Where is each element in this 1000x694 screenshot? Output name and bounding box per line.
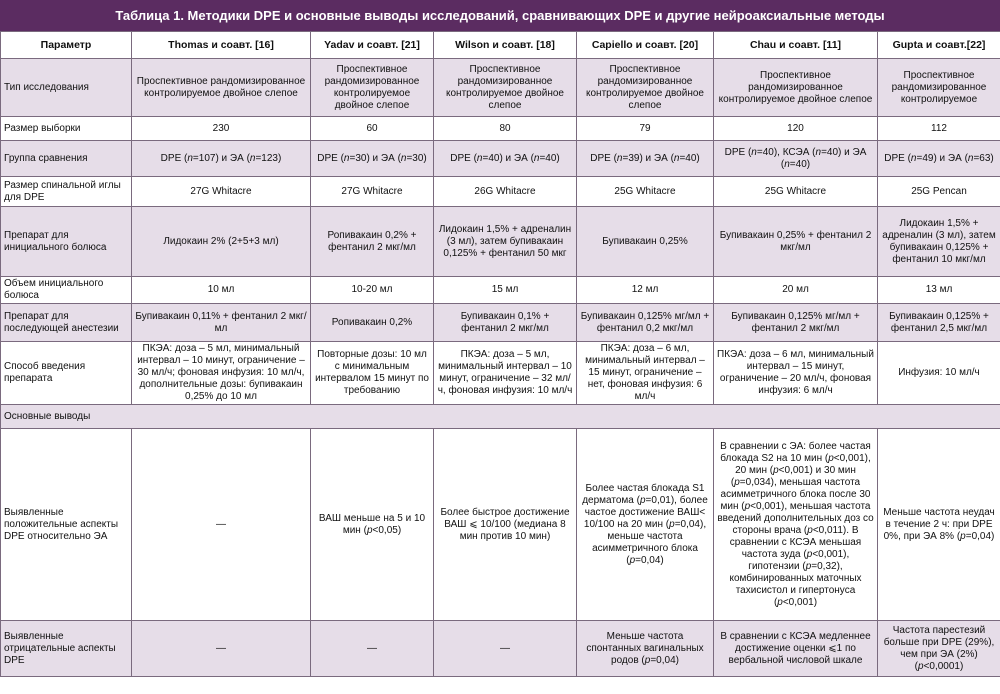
table-cell: Более частая блокада S1 дерматома (p=0,01), более частое достижение ВАШ< 10/100 на 20 мин (p=0,04), меньше частота асимметричного блока (p=0,04) — [577, 429, 714, 621]
row-parameter-label: Группа сравнения — [1, 141, 132, 177]
table-cell: ПКЭА: доза – 5 мл, минимальный интервал – 10 минут, ограничение – 32 мл/ч, фоновая инфузия: 10 мл/ч — [434, 342, 577, 405]
table-cell: ВАШ меньше на 5 и 10 мин (p<0,05) — [311, 429, 434, 621]
table-cell: Бупивакаин 0,125% + фентанил 2,5 мкг/мл — [878, 304, 1000, 342]
table-cell: Бупивакаин 0,25% + фентанил 2 мкг/мл — [714, 207, 878, 277]
table-cell: Бупивакаин 0,1% + фентанил 2 мкг/мл — [434, 304, 577, 342]
table-cell: 20 мл — [714, 277, 878, 304]
table-row — [1, 342, 1000, 405]
section-row — [1, 405, 1000, 429]
table-cell: 10-20 мл — [311, 277, 434, 304]
header-row — [1, 32, 1000, 59]
table-cell: 15 мл — [434, 277, 577, 304]
table-cell: ПКЭА: доза – 6 мл, минимальный интервал – 15 минут, ограничение – 20 мл/ч, фоновая инфузия: 6 мл/ч — [714, 342, 878, 405]
table-cell: Меньше частота спонтанных вагинальных родов (p=0,04) — [577, 621, 714, 677]
table-cell: 80 — [434, 117, 577, 141]
table-cell: — — [311, 621, 434, 677]
row-parameter-label: Выявленные положительные аспекты DPE относительно ЭА — [1, 429, 132, 621]
table-cell: 25G Whitacre — [714, 177, 878, 207]
table-cell: Более быстрое достижение ВАШ ⩽ 10/100 (медиана 8 мин против 10 мин) — [434, 429, 577, 621]
header-cell: Capiello и соавт. [20] — [577, 32, 714, 59]
row-parameter-label: Препарат для последующей анестезии — [1, 304, 132, 342]
table-cell: Повторные дозы: 10 мл с минимальным интервалом 15 минут по требованию — [311, 342, 434, 405]
table-cell: Инфузия: 10 мл/ч — [878, 342, 1000, 405]
table-cell: 27G Whitacre — [132, 177, 311, 207]
table-cell: Бупивакаин 0,125% мг/мл + фентанил 0,2 мкг/мл — [577, 304, 714, 342]
table-cell: Бупивакаин 0,25% — [577, 207, 714, 277]
row-parameter-label: Выявленные отрицательные аспекты DPE — [1, 621, 132, 677]
table-cell: Бупивакаин 0,11% + фентанил 2 мкг/мл — [132, 304, 311, 342]
table-cell: Проспективное рандомизированное контролируемое двойное слепое — [714, 59, 878, 117]
row-parameter-label: Размер выборки — [1, 117, 132, 141]
table-cell: 12 мл — [577, 277, 714, 304]
table-title: Таблица 1. Методики DPE и основные выводы исследований, сравнивающих DPE и другие нейроаксиальные методы — [0, 0, 1000, 31]
comparison-table — [0, 31, 1000, 677]
table-cell: DPE (n=39) и ЭА (n=40) — [577, 141, 714, 177]
section-title: Основные выводы — [1, 405, 1000, 429]
table-cell: DPE (n=40), КСЭА (n=40) и ЭА (n=40) — [714, 141, 878, 177]
table-cell: 79 — [577, 117, 714, 141]
table-cell: 10 мл — [132, 277, 311, 304]
table-row — [1, 304, 1000, 342]
header-cell: Chau и соавт. [11] — [714, 32, 878, 59]
table-cell: Лидокаин 2% (2+5+3 мл) — [132, 207, 311, 277]
table-cell: Проспективное рандомизированное контролируемое — [878, 59, 1000, 117]
table-row — [1, 277, 1000, 304]
table-cell: ПКЭА: доза – 6 мл, минимальный интервал – 15 минут, ограничение – нет, фоновая инфузия: 6 мл/ч — [577, 342, 714, 405]
positive-findings-row — [1, 429, 1000, 621]
table-cell: Проспективное рандомизированное контролируемое двойное слепое — [311, 59, 434, 117]
table-cell: Бупивакаин 0,125% мг/мл + фентанил 2 мкг/мл — [714, 304, 878, 342]
table-cell: Проспективное рандомизированное контролируемое двойное слепое — [434, 59, 577, 117]
table-cell: DPE (n=30) и ЭА (n=30) — [311, 141, 434, 177]
table-cell: Ропивакаин 0,2% — [311, 304, 434, 342]
table-cell: Лидокаин 1,5% + адреналин (3 мл), затем бупивакаин 0,125% + фентанил 10 мкг/мл — [878, 207, 1000, 277]
table-row — [1, 207, 1000, 277]
table-cell: Проспективное рандомизированное контролируемое двойное слепое — [577, 59, 714, 117]
table-cell: 112 — [878, 117, 1000, 141]
row-parameter-label: Тип исследования — [1, 59, 132, 117]
table-cell: 120 — [714, 117, 878, 141]
row-parameter-label: Объем инициального болюса — [1, 277, 132, 304]
header-cell: Wilson и соавт. [18] — [434, 32, 577, 59]
table-cell: ПКЭА: доза – 5 мл, минимальный интервал – 10 минут, ограничение – 30 мл/ч; фоновая инфузия: 10 мл/ч, дополнительные дозы: бупивакаин 0,25% до 10 мл — [132, 342, 311, 405]
table-cell: Меньше частота неудач в течение 2 ч: при DPE 0%, при ЭА 8% (p=0,04) — [878, 429, 1000, 621]
table-cell: 25G Whitacre — [577, 177, 714, 207]
header-cell: Gupta и соавт.[22] — [878, 32, 1000, 59]
table-cell: 25G Pencan — [878, 177, 1000, 207]
table-row — [1, 177, 1000, 207]
table-cell: 13 мл — [878, 277, 1000, 304]
table-cell: DPE (n=40) и ЭА (n=40) — [434, 141, 577, 177]
table-cell: DPE (n=49) и ЭА (n=63) — [878, 141, 1000, 177]
table-cell: В сравнении с КСЭА медленнее достижение оценки ⩽1 по вербальной числовой шкале — [714, 621, 878, 677]
table-row — [1, 117, 1000, 141]
table-cell: Проспективное рандомизированное контролируемое двойное слепое — [132, 59, 311, 117]
table-cell: Ропивакаин 0,2% + фентанил 2 мкг/мл — [311, 207, 434, 277]
table-cell: DPE (n=107) и ЭА (n=123) — [132, 141, 311, 177]
table-cell: — — [132, 621, 311, 677]
header-cell: Параметр — [1, 32, 132, 59]
table-cell: 27G Whitacre — [311, 177, 434, 207]
table-row — [1, 59, 1000, 117]
table-cell: 60 — [311, 117, 434, 141]
table-cell: Частота парестезий больше при DPE (29%), чем при ЭА (2%) (p<0,0001) — [878, 621, 1000, 677]
header-cell: Thomas и соавт. [16] — [132, 32, 311, 59]
row-parameter-label: Способ введения препарата — [1, 342, 132, 405]
table-cell: — — [434, 621, 577, 677]
row-parameter-label: Препарат для инициального болюса — [1, 207, 132, 277]
table-cell: 230 — [132, 117, 311, 141]
negative-findings-row — [1, 621, 1000, 677]
header-cell: Yadav и соавт. [21] — [311, 32, 434, 59]
table-row — [1, 141, 1000, 177]
row-parameter-label: Размер спинальной иглы для DPE — [1, 177, 132, 207]
table-cell: — — [132, 429, 311, 621]
table-cell: В сравнении с ЭА: более частая блокада S2 на 10 мин (p<0,001), 20 мин (p<0,001) и 30 мин (p=0,034), меньшая частота асимметричного блока после 30 мин (p<0,001), меньшая частота введений дополнительных доз со стороны врача (p<0,011). В сравнении с КСЭА меньшая частота зуда (p<0,001), гипотензии (p=0,32), комбинированных маточных тахисистол и гипертонуса (p<0,001) — [714, 429, 878, 621]
table-cell: 26G Whitacre — [434, 177, 577, 207]
table-cell: Лидокаин 1,5% + адреналин (3 мл), затем бупивакаин 0,125% + фентанил 50 мкг — [434, 207, 577, 277]
